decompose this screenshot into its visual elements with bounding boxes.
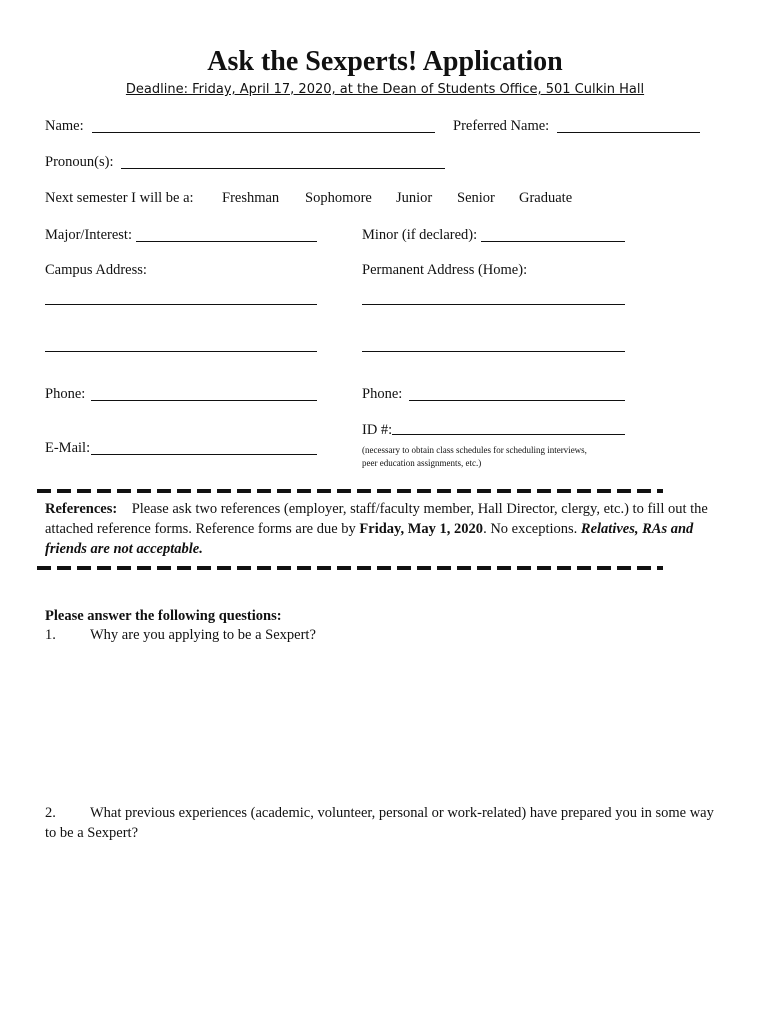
id-note-line-2: peer education assignments, etc.) bbox=[362, 458, 482, 468]
campus-address-line-2[interactable] bbox=[45, 351, 317, 352]
id-note bbox=[362, 444, 587, 470]
home-phone-label: Phone: bbox=[362, 386, 403, 402]
campus-address-line-1[interactable] bbox=[45, 304, 317, 305]
semester-option-senior[interactable]: Senior bbox=[457, 190, 495, 206]
permanent-address-label: Permanent Address (Home): bbox=[362, 262, 528, 278]
permanent-address-line-2[interactable] bbox=[362, 351, 625, 352]
name-field[interactable] bbox=[92, 132, 435, 133]
page-title: Ask the Sexperts! Application bbox=[207, 46, 563, 77]
pronouns-field[interactable] bbox=[121, 168, 445, 169]
semester-option-freshman[interactable]: Freshman bbox=[222, 190, 280, 206]
email-field[interactable] bbox=[91, 454, 317, 455]
references-note: Relatives, RAs and friends are not acceptable. bbox=[45, 521, 694, 557]
deadline-notice: Deadline: Friday, April 17, 2020, at the Dean of Students Office, 501 Culkin Hall bbox=[125, 82, 645, 97]
preferred-name-field[interactable] bbox=[557, 132, 700, 133]
references-heading: References: bbox=[45, 501, 118, 517]
name-label: Name: bbox=[45, 118, 84, 134]
minor-field[interactable] bbox=[481, 241, 625, 242]
references-text: Please ask two references (employer, staff/faculty member, Hall Director, clergy, etc.) to fill out the attached reference forms. Reference forms are due by bbox=[45, 501, 708, 537]
semester-option-graduate[interactable]: Graduate bbox=[519, 190, 573, 206]
permanent-address-line-1[interactable] bbox=[362, 304, 625, 305]
question-1-number: 1. bbox=[45, 627, 56, 643]
references-text-2: . No exceptions. bbox=[483, 521, 581, 537]
campus-address-label: Campus Address: bbox=[45, 262, 147, 278]
dashed-divider-bottom bbox=[37, 566, 663, 570]
questions-heading: Please answer the following questions: bbox=[45, 608, 282, 624]
question-2-text: What previous experiences (academic, volunteer, personal or work-related) have prepared you in some way to be a Sexpert? bbox=[45, 805, 714, 841]
dashed-divider-top bbox=[37, 489, 663, 493]
id-label: ID #: bbox=[362, 422, 393, 438]
email-label: E-Mail: bbox=[45, 440, 91, 456]
semester-option-sophomore[interactable]: Sophomore bbox=[305, 190, 372, 206]
campus-phone-field[interactable] bbox=[91, 400, 317, 401]
id-note-line-1: (necessary to obtain class schedules for scheduling interviews, bbox=[362, 445, 587, 455]
campus-phone-label: Phone: bbox=[45, 386, 86, 402]
home-phone-field[interactable] bbox=[409, 400, 625, 401]
references-section bbox=[45, 499, 730, 559]
question-2-number: 2. bbox=[45, 805, 56, 821]
references-due-date: Friday, May 1, 2020 bbox=[359, 521, 484, 537]
semester-prompt: Next semester I will be a: bbox=[45, 190, 194, 206]
minor-label: Minor (if declared): bbox=[362, 227, 478, 243]
major-label: Major/Interest: bbox=[45, 227, 132, 243]
pronouns-label: Pronoun(s): bbox=[45, 154, 114, 170]
question-1 bbox=[45, 625, 316, 645]
id-field[interactable] bbox=[392, 434, 625, 435]
semester-option-junior[interactable]: Junior bbox=[396, 190, 433, 206]
question-1-text: Why are you applying to be a Sexpert? bbox=[90, 627, 316, 643]
question-2 bbox=[45, 803, 725, 843]
major-field[interactable] bbox=[136, 241, 317, 242]
preferred-name-label: Preferred Name: bbox=[453, 118, 550, 134]
